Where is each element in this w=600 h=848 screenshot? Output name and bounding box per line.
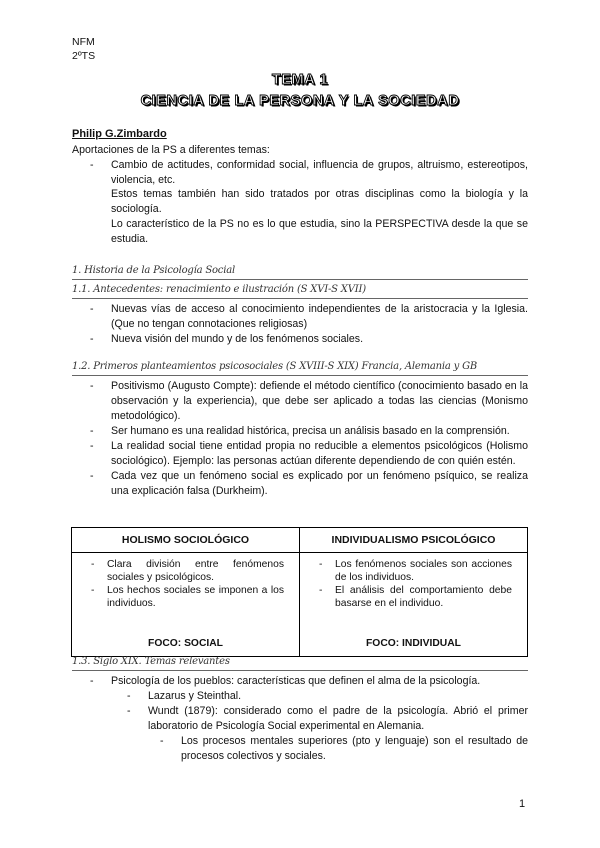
page-subtitle: CIENCIA DE LA PERSONA Y LA SOCIEDAD <box>140 93 460 109</box>
list-item <box>91 584 284 610</box>
intro-continuation-1: Estos temas también han sido tratados por otras disciplinas como la biología y la sociología. <box>111 188 528 215</box>
list-item-text: Lazarus y Steinthal. <box>148 690 242 702</box>
list-item-text: Wundt (1879): considerado como el padre de la psicología. Abrió el primer laboratorio de Psicología Social experimental en Alemania. <box>148 705 528 732</box>
list-item <box>127 689 528 704</box>
page-number: 1 <box>519 798 526 810</box>
comparison-table <box>71 527 528 657</box>
dash-marker: - <box>90 303 94 315</box>
list-item-text: Psicología de los pueblos: características que definen el alma de la psicología. <box>111 675 481 687</box>
list-item <box>90 439 528 469</box>
holismo-list <box>91 558 284 610</box>
list-item-text: Nueva visión del mundo y de los fenómenos sociales. <box>111 333 364 345</box>
list-item-text: Los hechos sociales se imponen a los individuos. <box>107 585 284 609</box>
list-item <box>90 332 528 347</box>
list-item-text: Nuevas vías de acceso al conocimiento independientes de la aristocracia y la Iglesia. (Que no tengan connotaciones religiosas) <box>111 303 528 330</box>
list-item-text: Los fenómenos sociales son acciones de los individuos. <box>335 559 512 583</box>
intro-continuation-2: Lo característico de la PS no es lo que estudia, sino la PERSPECTIVA desde la que se estudia. <box>111 218 528 245</box>
foco-individual: FOCO: INDIVIDUAL <box>366 638 461 649</box>
list-item-text: Los procesos mentales superiores (pto y lenguaje) son el resultado de procesos colectivos y sociales. <box>181 735 528 762</box>
list-item <box>90 424 528 439</box>
section-heading-1-2: 1.2. Primeros planteamientos psicosociales (S XVIII-S XIX) Francia, Alemania y GB <box>72 360 528 376</box>
list-item-text: Cada vez que un fenómeno social es explicado por un fenómeno psíquico, se realiza una explicación falsa (Durkheim). <box>111 470 528 497</box>
foco-social: FOCO: SOCIAL <box>148 638 223 649</box>
section-heading-1-1: 1.1. Antecedentes: renacimiento e ilustración (S XVI-S XVII) <box>72 283 528 299</box>
list-item-text: El análisis del comportamiento debe basarse en el individuo. <box>335 585 512 609</box>
section-1-2-list <box>90 379 528 499</box>
dash-marker: - <box>91 559 95 570</box>
header-course: 2ºTS <box>72 50 96 62</box>
table-header-holismo: HOLISMO SOCIOLÓGICO <box>72 528 300 553</box>
list-item <box>160 734 528 764</box>
dash-marker: - <box>90 380 94 392</box>
dash-marker: - <box>90 159 94 171</box>
list-item-text: Positivismo (Augusto Compte): defiende el método científico (conocimiento basado en la observación y la experiencia), que debe ser aplicado a todas las ciencias (Monismo metodológico). <box>111 380 528 422</box>
individualismo-list <box>319 558 512 610</box>
list-item <box>90 302 528 332</box>
section-1-3-list <box>90 674 528 689</box>
table-cell-individualismo <box>300 553 528 657</box>
section-1-3-sublist <box>127 689 528 734</box>
list-item-text: Cambio de actitudes, conformidad social, influencia de grupos, altruismo, estereotipos, violencia, etc. <box>111 159 528 186</box>
dash-marker: - <box>127 690 131 702</box>
list-item <box>90 674 528 689</box>
author-name: Philip G.Zimbardo <box>72 128 167 140</box>
list-item <box>91 558 284 584</box>
dash-marker: - <box>90 675 94 687</box>
page-title: TEMA 1 <box>271 72 329 88</box>
list-item <box>319 558 512 584</box>
section-1-3-subsublist <box>160 734 528 764</box>
section-1-1-list <box>90 302 528 347</box>
dash-marker: - <box>90 333 94 345</box>
dash-marker: - <box>90 425 94 437</box>
list-item-text: Ser humano es una realidad histórica, precisa un análisis basado en la comprensión. <box>111 425 510 437</box>
dash-marker: - <box>90 470 94 482</box>
list-item <box>90 158 528 188</box>
table-header-individualismo: INDIVIDUALISMO PSICOLÓGICO <box>300 528 528 553</box>
list-item <box>90 469 528 499</box>
dash-marker: - <box>90 440 94 452</box>
dash-marker: - <box>127 705 131 717</box>
list-item-text: Clara división entre fenómenos sociales y psicológicos. <box>107 559 284 583</box>
dash-marker: - <box>319 559 323 570</box>
dash-marker: - <box>160 735 164 747</box>
intro-list <box>90 158 528 188</box>
list-item <box>90 379 528 424</box>
dash-marker: - <box>319 585 323 596</box>
section-heading-1-3: 1.3. Siglo XIX. Temas relevantes <box>72 655 528 671</box>
list-item <box>319 584 512 610</box>
intro-text: Aportaciones de la PS a diferentes temas: <box>72 144 270 156</box>
list-item-text: La realidad social tiene entidad propia no reducible a elementos psicológicos (Holismo sociológico). Ejemplo: las personas actúan diferente dependiendo de con quién estén. <box>111 440 528 467</box>
section-heading-1: 1. Historia de la Psicología Social <box>72 264 528 280</box>
list-item <box>127 704 528 734</box>
header-initials: NFM <box>72 36 95 48</box>
dash-marker: - <box>91 585 95 596</box>
table-cell-holismo <box>72 553 300 657</box>
